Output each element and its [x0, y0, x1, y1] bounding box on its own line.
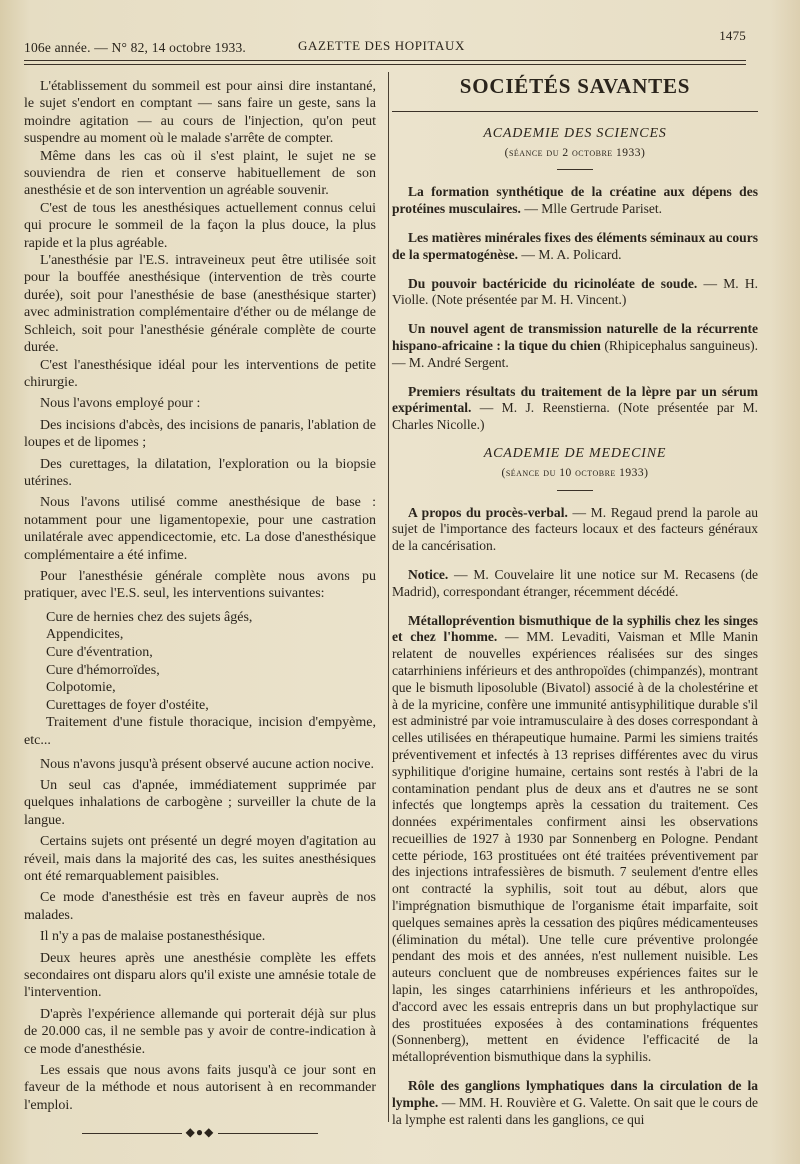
section-rule	[392, 111, 758, 112]
communication-author: — Mlle Gertrude Pariset.	[520, 201, 663, 217]
journal-title: GAZETTE DES HOPITAUX	[298, 38, 465, 53]
paragraph: Les essais que nous avons faits jusqu'à ce jour sont en faveur de la méthode et nous autorisent à en recommander l'emploi.	[24, 1063, 376, 1113]
communication-title: Un nouvel agent de transmission naturelle de la récurrente hispano-africaine : la tique du chien	[392, 321, 758, 353]
paragraph: Nous n'avons jusqu'à présent observé aucune action nocive.	[40, 756, 374, 772]
paragraph: Nous l'avons utilisé comme anesthésique de base : notamment pour une ligamentopexie, pour une castration unilatérale avec appendicectomie, etc. La dose d'anesthésique complémentaire a été infime.	[24, 495, 376, 563]
paragraph: Ce mode d'anesthésie est très en faveur auprès de nos malades.	[24, 890, 376, 923]
short-rule	[557, 169, 593, 170]
communication-author: — M. H. Violle. (Note présentée par M. H. Vincent.)	[392, 275, 758, 308]
communication	[392, 230, 758, 264]
list-item: Cure d'éventration,	[46, 644, 153, 660]
left-column	[24, 78, 376, 1142]
paragraph: D'après l'expérience allemande qui porterait déjà sur plus de 20.000 cas, il ne semble pas y avoir de contre-indication à ce mode d'anesthésie.	[24, 1006, 376, 1057]
communication-body: — M. Couvelaire lit une notice sur M. Recasens (de Madrid), correspondant étranger, récemment décédé.	[392, 566, 758, 599]
academy-title: ACADEMIE DES SCIENCES	[483, 125, 667, 141]
paragraph: Nous l'avons employé pour :	[40, 396, 201, 412]
paragraph: L'établissement du sommeil est pour ainsi dire instantané, le sujet s'endort en comptant — sans faire un geste, sans la moindre agitation — au cours de l'injection, qu'on peut suspendre au moment où le malade s'arrête de compter.	[24, 79, 376, 147]
communication	[392, 1078, 758, 1128]
paragraph: L'anesthésie par l'E.S. intraveineux peut être utilisée soit pour la bouffée anesthésique (intervention de très courte durée), soit pour l'anesthésie de base (anesthésique starter) avec administration complémentaire d'éther ou de mélange de Schleich, soit pour l'anesthésie générale complète de courte durée.	[24, 253, 376, 356]
paragraph: C'est de tous les anesthésiques actuellement connus celui qui procure le sommeil de la façon la plus douce, la plus rapide et la plus agréable.	[24, 200, 376, 251]
right-column	[392, 76, 758, 1140]
communication-author: — M. J. Reenstierna. (Note présentée par M. Charles Nicolle.)	[392, 400, 758, 433]
session-date: (séance du 10 octobre 1933)	[501, 466, 649, 479]
list-item: Colpotomie,	[46, 680, 116, 696]
list-item: Traitement d'une fistule thoracique, incision d'empyème, etc...	[24, 715, 376, 748]
communication-author: (Rhipicephalus sanguineus). — M. André Sergent.	[392, 337, 758, 370]
issue-info: 106e année. — N° 82, 14 octobre 1933.	[24, 40, 246, 55]
page-header	[24, 28, 746, 56]
communication-title: Les matières minérales fixes des éléments séminaux au cours de la spermatogénèse.	[392, 229, 758, 262]
communication-title: A propos du procès-verbal.	[408, 504, 568, 520]
list-item: Cure de hernies chez des sujets âgés,	[46, 609, 253, 625]
communication-body: — MM. Levaditi, Vaisman et Mlle Manin relatent de nouvelles expériences réalisées sur des singes catarrhiniens inférieurs et des anthropoïdes (chimpanzés), montrant que le bismuth liposoluble (Bivatol) associé à de la cholestérine et à de la myricine, confère une immunité antisyphilitique durable s'il est administré par voie intramusculaire à des doses correspondant à celles utilisées en thérapeutique humaine. Parmi les simiens traités préventivement et infectés à 13 reprises différentes avec du virus syphilitique d'origine humaine, certains sont restés à l'abri de la contamination pendant plus de deux ans et d'autres ne se sont infectés que longtemps après la cessation du traitement. Ces données expérimentales confirment ainsi les observations recueillies de 1927 à 1930 par Sonnenberg en Pologne. Pendant cette période, 163 prostituées ont été traitées préventivement par des injections intrafessières de bismuth. 7 seulement d'entre elles ont contracté la syphilis, soit tout au début, alors que l'imprégnation bismuthique de l'organisme était imparfaite, soit quelques semaines après la cessation des piqûres médicamenteuses (élimination du métal). Une telle cure préventive prolongée pendant des mois et des années, n'est nullement nuisible. Les auteurs concluent que de nombreuses expériences faites sur le lapin, les singes catarrhiniens inférieurs et les anthropoïdes, d'accord avec les essais entrepris dans un but prophylactique sur des prostituées exposées à des contaminations fréquentes (Sonnenberg), mettent en évidence l'efficacité de la métalloprévention bismuthique dans la syphilis.	[392, 629, 758, 1065]
list-item: Cure d'hémorroïdes,	[46, 662, 160, 678]
communication-title: Métalloprévention bismuthique de la syphilis chez les singes et chez l'homme.	[392, 612, 758, 645]
communication	[392, 384, 758, 434]
paragraph: Un seul cas d'apnée, immédiatement supprimée par quelques inhalations de carbogène ; surveiller la chute de la langue.	[24, 777, 376, 828]
intervention-list	[24, 609, 376, 750]
end-ornament: ◆●◆	[24, 1124, 376, 1141]
header-rule-thin	[24, 64, 746, 65]
communication	[392, 613, 758, 1067]
short-rule	[557, 490, 593, 491]
academy-title: ACADEMIE DE MEDECINE	[483, 445, 667, 461]
communication	[392, 567, 758, 601]
communication	[392, 184, 758, 218]
paragraph: Des curettages, la dilatation, l'exploration ou la biopsie utérines.	[24, 456, 376, 489]
communication-title: Premiers résultats du traitement de la lèpre par un sérum expérimental.	[392, 383, 758, 416]
column-separator	[388, 72, 389, 1122]
communication-body: — MM. H. Rouvière et G. Valette. On sait que le cours de la lymphe est ralenti dans les ganglions, ce qui	[392, 1094, 758, 1127]
communication	[392, 321, 758, 371]
paragraph: Des incisions d'abcès, des incisions de panaris, l'ablation de loupes et de lipomes ;	[24, 417, 376, 451]
communication-title: Rôle des ganglions lymphatiques dans la circulation de la lymphe.	[392, 1078, 758, 1110]
header-rule	[24, 60, 746, 61]
paragraph: Il n'y a pas de malaise postanesthésique.	[40, 929, 266, 945]
list-item: Curettages de foyer d'ostéite,	[46, 697, 209, 713]
list-item: Appendicites,	[46, 627, 124, 643]
communication	[392, 505, 758, 555]
paragraph: Deux heures après une anesthésie complète les effets secondaires ont disparu alors qu'il existe une amnésie totale de l'intervention.	[24, 950, 376, 1001]
communication-title: Du pouvoir bactéricide du ricinoléate de soude.	[408, 275, 698, 291]
communication	[392, 276, 758, 310]
session-date: (séance du 2 octobre 1933)	[504, 146, 646, 159]
section-title: SOCIÉTÉS SAVANTES	[459, 74, 691, 98]
communication-title: Notice.	[408, 566, 449, 582]
communication-body: — M. Regaud prend la parole au sujet de l'importance des facteurs locaux et des facteurs généraux de la cancérisation.	[392, 504, 758, 554]
paragraph: C'est l'anesthésique idéal pour les interventions de petite chirurgie.	[24, 357, 376, 390]
communication-title: La formation synthétique de la créatine aux dépens des protéines musculaires.	[392, 184, 758, 217]
page-number: 1475	[719, 28, 746, 43]
paragraph: Pour l'anesthésie générale complète nous avons pu pratiquer, avec l'E.S. seul, les interventions suivantes:	[24, 568, 376, 602]
communication-author: — M. A. Policard.	[518, 246, 622, 262]
paragraph: Même dans les cas où il s'est plaint, le sujet ne se souviendra de rien et conserve habituellement de son anesthésie et de son intervention un agréable souvenir.	[24, 148, 376, 199]
paragraph: Certains sujets ont présenté un degré moyen d'agitation au réveil, mais dans la majorité des cas, les suites anesthésiques ont été remarquablement paisibles.	[24, 834, 376, 884]
